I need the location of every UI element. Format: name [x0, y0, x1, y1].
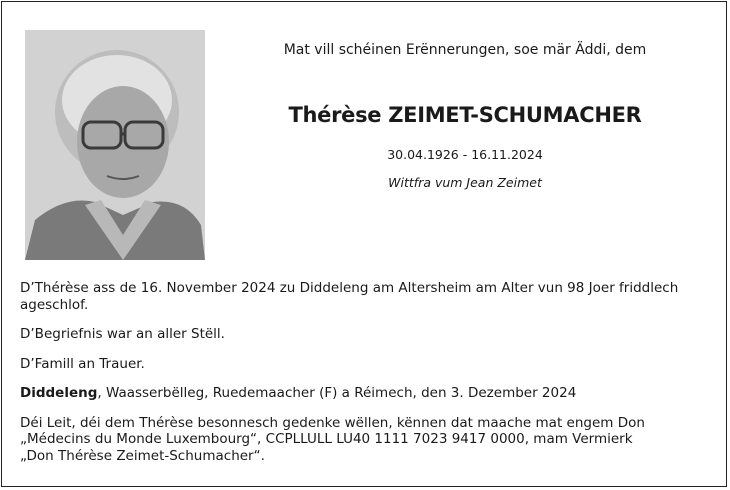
paragraph-funeral: D’Begriefnis war an aller Stëll.: [20, 326, 225, 342]
life-dates: 30.04.1926 - 16.11.2024: [387, 147, 543, 162]
portrait-photo: [25, 30, 205, 260]
paragraph-passing: D’Thérèse ass de 16. November 2024 zu Diddeleng am Altersheim am Alter vun 98 Joer friddlech ageschlof.: [20, 280, 679, 313]
paragraph-places: [20, 385, 715, 402]
place-name: Diddeleng: [20, 385, 98, 401]
donation-line-3: „Don Thérèse Zeimet-Schumacher“.: [20, 447, 265, 464]
places-rest: , Waasserbëlleg, Ruedemaacher (F) a Réimech, den 3. Dezember 2024: [97, 385, 577, 401]
widow-note: Wittfra vum Jean Zeimet: [388, 175, 542, 190]
intro-text: Mat vill schéinen Erënnerungen, soe mär Äddi, dem: [283, 42, 647, 58]
paragraph-donation: [20, 415, 715, 465]
donation-line-1: Déi Leit, déi dem Thérèse besonnesch gedenke wëllen, kënnen dat maache mat engem Don: [20, 414, 645, 431]
paragraph-family: D’Famill an Trauer.: [20, 355, 145, 372]
deceased-name: Thérèse ZEIMET-SCHUMACHER: [288, 103, 642, 127]
donation-line-2: „Médecins du Monde Luxembourg“, CCPLLULL LU40 1111 7023 9417 0000, mam Vermierk: [20, 431, 633, 447]
notice-body: [20, 280, 715, 464]
portrait-icon: [25, 30, 205, 260]
